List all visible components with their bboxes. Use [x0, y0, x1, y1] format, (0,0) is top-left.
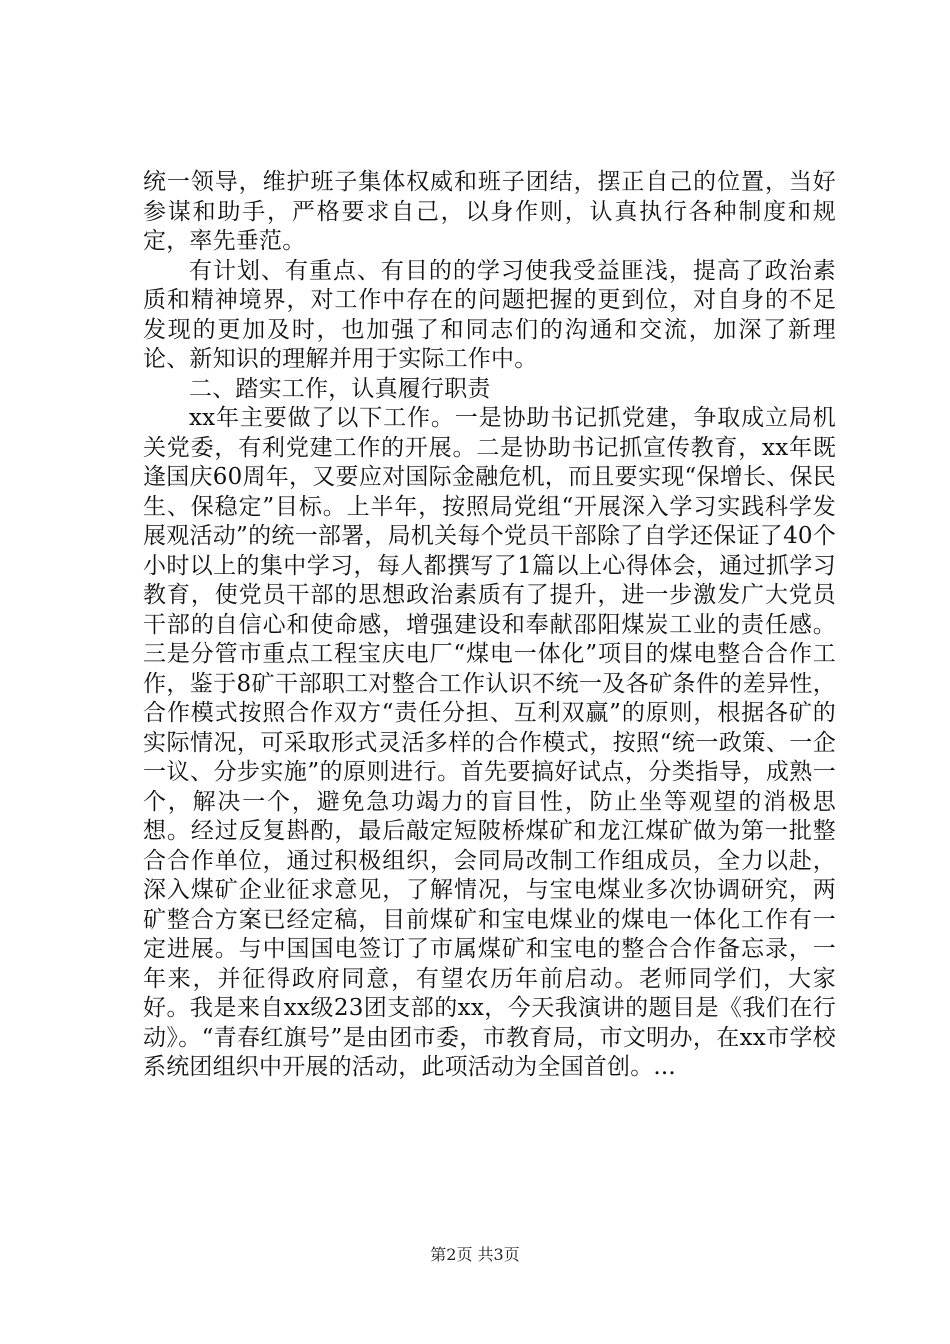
section-heading: 二、踏实工作，认真履行职责: [189, 375, 491, 402]
paragraph-1: 统一领导，维护班子集体权威和班子团结，摆正自己的位置，当好参谋和助手，严格要求自己，以身作则，认真执行各种制度和规定，率先垂范。: [143, 169, 836, 254]
paragraph-2: 有计划、有重点、有目的的学习使我受益匪浅，提高了政治素质和精神境界，对工作中存在的问题把握的更到位，对自身的不足发现的更加及时，也加强了和同志们的沟通和交流，加深了新理论、新知识的理解并用于实际工作中。: [143, 257, 836, 372]
page-footer: 第2页 共3页: [430, 1245, 520, 1264]
paragraph-3: xx年主要做了以下工作。一是协助书记抓党建，争取成立局机关党委，有利党建工作的开展。二是协助书记抓宣传教育，xx年既逢国庆60周年，又要应对国际金融危机，而且要实现“保增长、保民生、保稳定”目标。上半年，按照局党组“开展深入学习实践科学发展观活动”的统一部署，局机关每个党员干部除了自学还保证了40个小时以上的集中学习，每人都撰写了1篇以上心得体会，通过抓学习教育，使党员干部的思想政治素质有了提升，进一步激发广大党员干部的自信心和使命感，增强建设和奉献邵阳煤炭工业的责任感。三是分管市重点工程宝庆电厂“煤电一体化”项目的煤电整合合作工作，鉴于8矿干部职工对整合工作认识不统一及各矿条件的差异性，合作模式按照合作双方“责任分担、互利双赢”的原则，根据各矿的实际情况，可采取形式灵活多样的合作模式，按照“统一政策、一企一议、分步实施”的原则进行。首先要搞好试点，分类指导，成熟一个，解决一个，避免急功竭力的盲目性，防止坐等观望的消极思想。经过反复斟酌，最后敲定短陂桥煤矿和龙江煤矿做为第一批整合合作单位，通过积极组织，会同局改制工作组成员，全力以赴，深入煤矿企业征求意见，了解情况，与宝电煤业多次协调研究，两矿整合方案已经定稿，目前煤矿和宝电煤业的煤电一体化工作有一定进展。与中国国电签订了市属煤矿和宝电的整合合作备忘录，一年来，并征得政府同意，有望农历年前启动。老师同学们，大家好。我是来自xx级23团支部的xx，今天我演讲的题目是《我们在行动》。“青春红旗号”是由团市委，市教育局，市文明办，在xx市学校系统团组织中开展的活动，此项活动为全国首创。...: [143, 405, 836, 1080]
document-body: [143, 168, 836, 1083]
